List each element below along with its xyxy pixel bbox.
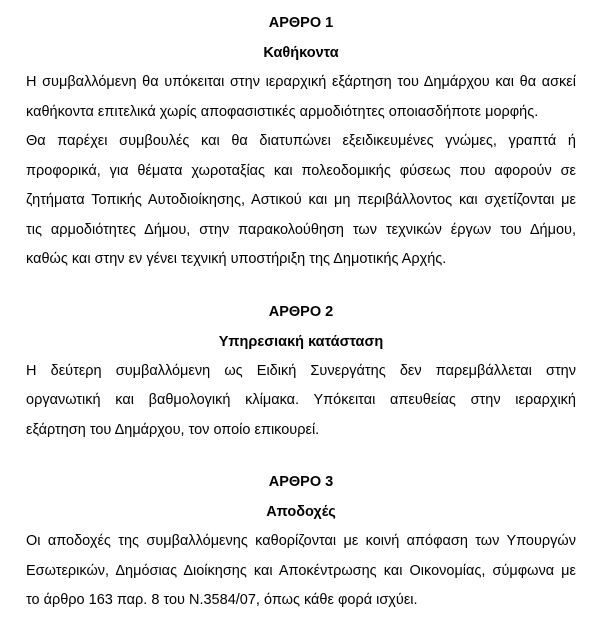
article-number: ΑΡΘΡΟ 3 [268,474,334,490]
body-line: το άρθρο 163 παρ. 8 του Ν.3584/07, όπως κάθε φορά ισχύει. [26,592,418,608]
body-line: Η συμβαλλόμενη θα υπόκειται στην ιεραρχική εξάρτηση του Δημάρχου και θα ασκεί [26,74,576,90]
article-number: ΑΡΘΡΟ 1 [268,15,334,31]
body-line: Η δεύτερη συμβαλλόμενη ως Ειδική Συνεργάτης δεν παρεμβάλλεται στην [26,362,576,379]
article-title: Υπηρεσιακή κατάσταση [218,333,384,350]
article-body [26,527,576,616]
article-body [26,68,576,275]
body-line: οργανωτική και βαθμολογική κλίμακα. Υπόκειται απευθείας στην ιεραρχική [26,392,576,408]
body-line: καθήκοντα επιτελικά χωρίς αποφασιστικές αρμοδιότητες οποιασδήποτε μορφής. [26,103,539,120]
article-title: Καθήκοντα [263,45,339,61]
article-title: Αποδοχές [266,504,336,520]
body-line: Εσωτερικών, Δημόσιας Διοίκησης και Αποκέντρωσης και Οικονομίας, σύμφωνα με [26,562,576,579]
article-1 [26,8,576,275]
body-line: εξάρτηση του Δημάρχου, τον οποίο επικουρεί. [26,421,320,438]
body-line: Θα παρέχει συμβουλές και θα διατυπώνει εξειδικευμένες γνώμες, γραπτά ή [26,133,576,149]
article-2 [26,297,576,446]
article-body [26,357,576,446]
body-line: Οι αποδοχές της συμβαλλόμενης καθορίζονται με κοινή απόφαση των Υπουργών [26,533,576,549]
body-line: καθώς και στην εν γένει τεχνική υποστήριξη της Δημοτικής Αρχής. [26,251,447,267]
body-line: προφορικά, για θέματα χωροταξίας και πολεοδομικής φύσεως που αφορούν σε [26,162,576,179]
body-line: ζητήματα Τοπικής Αυτοδιοίκησης, Αστικού και μη περιβάλλοντος και σχετίζονται με [26,192,576,208]
body-line: τις αρμοδιότητες Δήμου, στην παρακολούθηση των τεχνικών έργων του Δήμου, [26,221,576,238]
article-3 [26,467,576,616]
article-number: ΑΡΘΡΟ 2 [268,303,334,320]
